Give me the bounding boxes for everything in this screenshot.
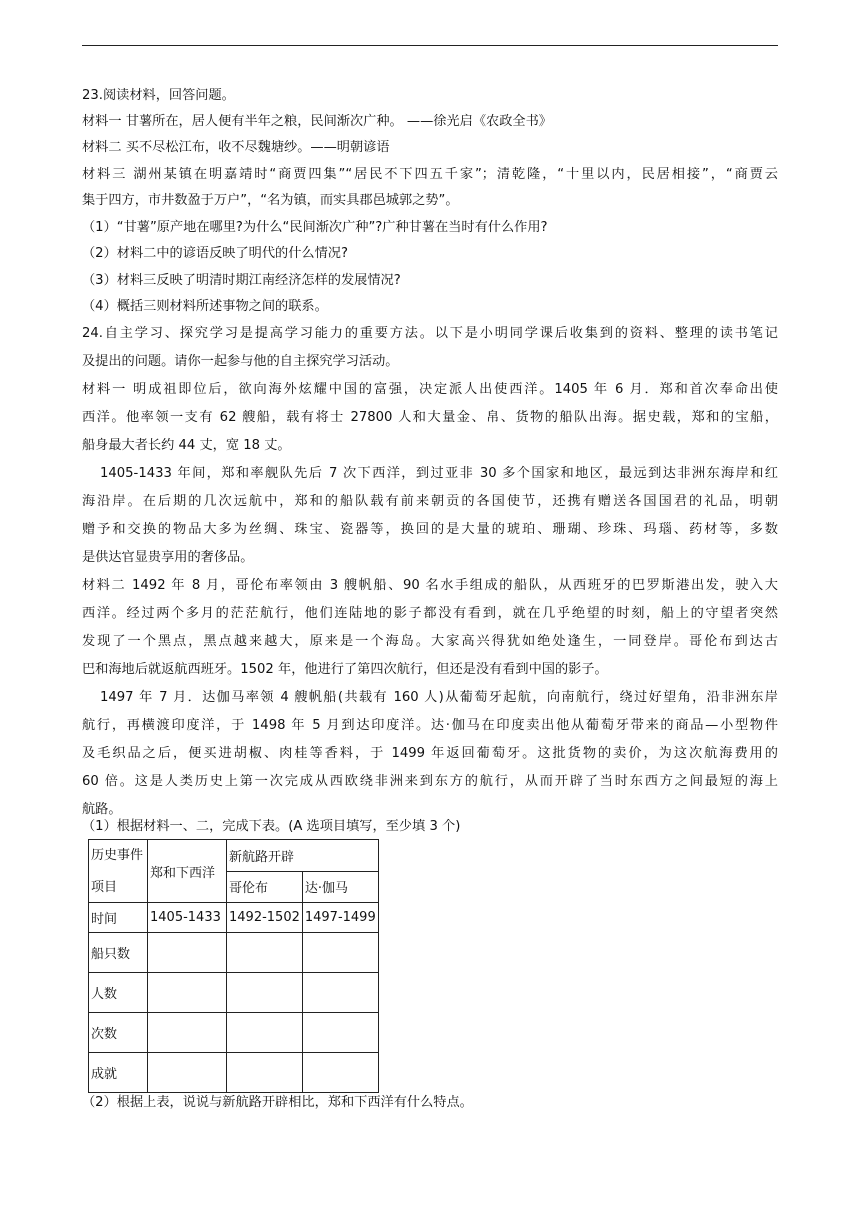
- q24-material-1b-line4: 是供达官显贵享用的奢侈品。: [82, 550, 254, 565]
- q24-material-1-line1: 材料一 明成祖即位后，欲向海外炫耀中国的富强，决定派人出使西洋。1405 年 6 月．郑和首次奉命出使: [82, 382, 778, 397]
- table-row: [89, 933, 379, 973]
- q24-material-2b-line5: 航路。: [82, 802, 122, 817]
- row-label: 时间: [89, 903, 148, 933]
- cell-zhenghe[interactable]: [148, 1053, 227, 1093]
- cell-columbus[interactable]: [227, 973, 303, 1013]
- table-corner-cell: [89, 840, 148, 903]
- q24-material-2b-line2: 航行，再横渡印度洋，于 1498 年 5 月到达印度洋。达·伽马在印度卖出他从葡萄牙带来的商品—小型物件: [82, 718, 778, 733]
- q24-material-1b-line2: 海沿岸。在后期的几次远航中，郑和的船队载有前来朝贡的各国使节，还携有赠送各国国君的礼品，明朝: [82, 494, 778, 509]
- q23-subquestion-3: （3）材料三反映了明清时期江南经济怎样的发展情况?: [82, 273, 401, 288]
- q24-material-2b-line1: 1497 年 7 月．达伽马率领 4 艘帆船(共载有 160 人)从葡萄牙起航，向南航行，绕过好望角，沿非洲东岸: [100, 690, 778, 705]
- question-23-title: 23.阅读材料，回答问题。: [82, 88, 235, 103]
- q24-material-2b-line3: 及毛织品之后，便买进胡椒、肉桂等香料，于 1499 年返回葡萄牙。这批货物的卖价，为这次航海费用的: [82, 746, 778, 761]
- q24-subquestion-2: （2）根据上表，说说与新航路开辟相比，郑和下西洋有什么特点。: [82, 1095, 473, 1110]
- col-header-newroute: 新航路开辟: [227, 840, 379, 872]
- cell-dagama[interactable]: [302, 933, 378, 973]
- question-24-intro-line2: 及提出的问题。请你一起参与他的自主探究学习活动。: [82, 354, 399, 369]
- table-row: [89, 973, 379, 1013]
- q23-material-2: 材料二 买不尽松江布，收不尽魏塘纱。——明朝谚语: [82, 140, 390, 155]
- comparison-table: [88, 839, 379, 1093]
- corner-label-event: 历史事件: [91, 848, 144, 863]
- cell-dagama: 1497-1499: [302, 903, 378, 933]
- table-row: [89, 1053, 379, 1093]
- cell-dagama[interactable]: [302, 1053, 378, 1093]
- header-rule: [82, 45, 778, 46]
- q23-subquestion-2: （2）材料二中的谚语反映了明代的什么情况?: [82, 246, 348, 261]
- col-header-dagama: 达·伽马: [302, 871, 378, 903]
- q24-subquestion-1: （1）根据材料一、二，完成下表。(A 选项目填写，至少填 3 个): [82, 819, 461, 834]
- cell-columbus[interactable]: [227, 1053, 303, 1093]
- cell-columbus: 1492-1502: [227, 903, 303, 933]
- q24-material-2-line3: 发现了一个黑点，黑点越来越大，原来是一个海岛。大家高兴得犹如绝处逢生，一同登岸。哥伦布到达古: [82, 634, 778, 649]
- cell-columbus[interactable]: [227, 933, 303, 973]
- q24-material-1b-line3: 赠予和交换的物品大多为丝绸、珠宝、瓷器等，换回的是大量的琥珀、珊瑚、珍珠、玛瑙、药材等，多数: [82, 522, 778, 537]
- row-label: 成就: [89, 1053, 148, 1093]
- cell-zhenghe: 1405-1433: [148, 903, 227, 933]
- col-header-columbus: 哥伦布: [227, 871, 303, 903]
- question-24-intro-line1: 24.自主学习、探究学习是提高学习能力的重要方法。以下是小明同学课后收集到的资料、整理的读书笔记: [82, 326, 778, 341]
- cell-zhenghe[interactable]: [148, 973, 227, 1013]
- cell-dagama[interactable]: [302, 1013, 378, 1053]
- q23-subquestion-1: （1）“甘薯”原产地在哪里?为什么“民间渐次广种”?广种甘薯在当时有什么作用?: [82, 220, 548, 235]
- cell-columbus[interactable]: [227, 1013, 303, 1053]
- q24-material-2-line2: 西洋。经过两个多月的茫茫航行，他们连陆地的影子都没有看到，就在几乎绝望的时刻，船上的守望者突然: [82, 606, 778, 621]
- cell-zhenghe[interactable]: [148, 933, 227, 973]
- corner-label-item: 项目: [91, 880, 118, 895]
- cell-dagama[interactable]: [302, 973, 378, 1013]
- q23-material-3-line2: 集于四方，市井数盈于万户”，“名为镇，而实具郡邑城郭之势”。: [82, 193, 459, 208]
- table-row: [89, 903, 379, 933]
- q24-material-2b-line4: 60 倍。这是人类历史上第一次完成从西欧绕非洲来到东方的航行，从而开辟了当时东西方之间最短的海上: [82, 774, 778, 789]
- row-label: 船只数: [89, 933, 148, 973]
- col-header-zhenghe: 郑和下西洋: [148, 840, 227, 903]
- row-label: 次数: [89, 1013, 148, 1053]
- q24-material-1b-line1: 1405-1433 年间，郑和率舰队先后 7 次下西洋，到过亚非 30 多个国家和地区，最远到达非洲东海岸和红: [100, 466, 778, 481]
- table-row: [89, 1013, 379, 1053]
- q24-material-2-line1: 材料二 1492 年 8 月，哥伦布率领由 3 艘帆船、90 名水手组成的船队，从西班牙的巴罗斯港出发，驶入大: [82, 578, 778, 593]
- q24-material-1-line2: 西洋。他率领一支有 62 艘船，载有将士 27800 人和大量金、帛、货物的船队出海。据史载，郑和的宝船，: [82, 410, 778, 425]
- row-label: 人数: [89, 973, 148, 1013]
- q24-material-2-line4: 巴和海地后就返航西班牙。1502 年，他进行了第四次航行，但还是没有看到中国的影子。: [82, 662, 608, 677]
- q23-subquestion-4: （4）概括三则材料所述事物之间的联系。: [82, 299, 328, 314]
- q24-material-1-line3: 船身最大者长约 44 丈，宽 18 丈。: [82, 438, 291, 453]
- cell-zhenghe[interactable]: [148, 1013, 227, 1053]
- q23-material-1: 材料一 甘薯所在，居人便有半年之粮，民间渐次广种。 ——徐光启《农政全书》: [82, 114, 552, 129]
- q23-material-3-line1: 材料三 湖州某镇在明嘉靖时“商贾四集”“居民不下四五千家”；清乾隆，“十里以内，民居相接”，“商贾云: [82, 167, 778, 182]
